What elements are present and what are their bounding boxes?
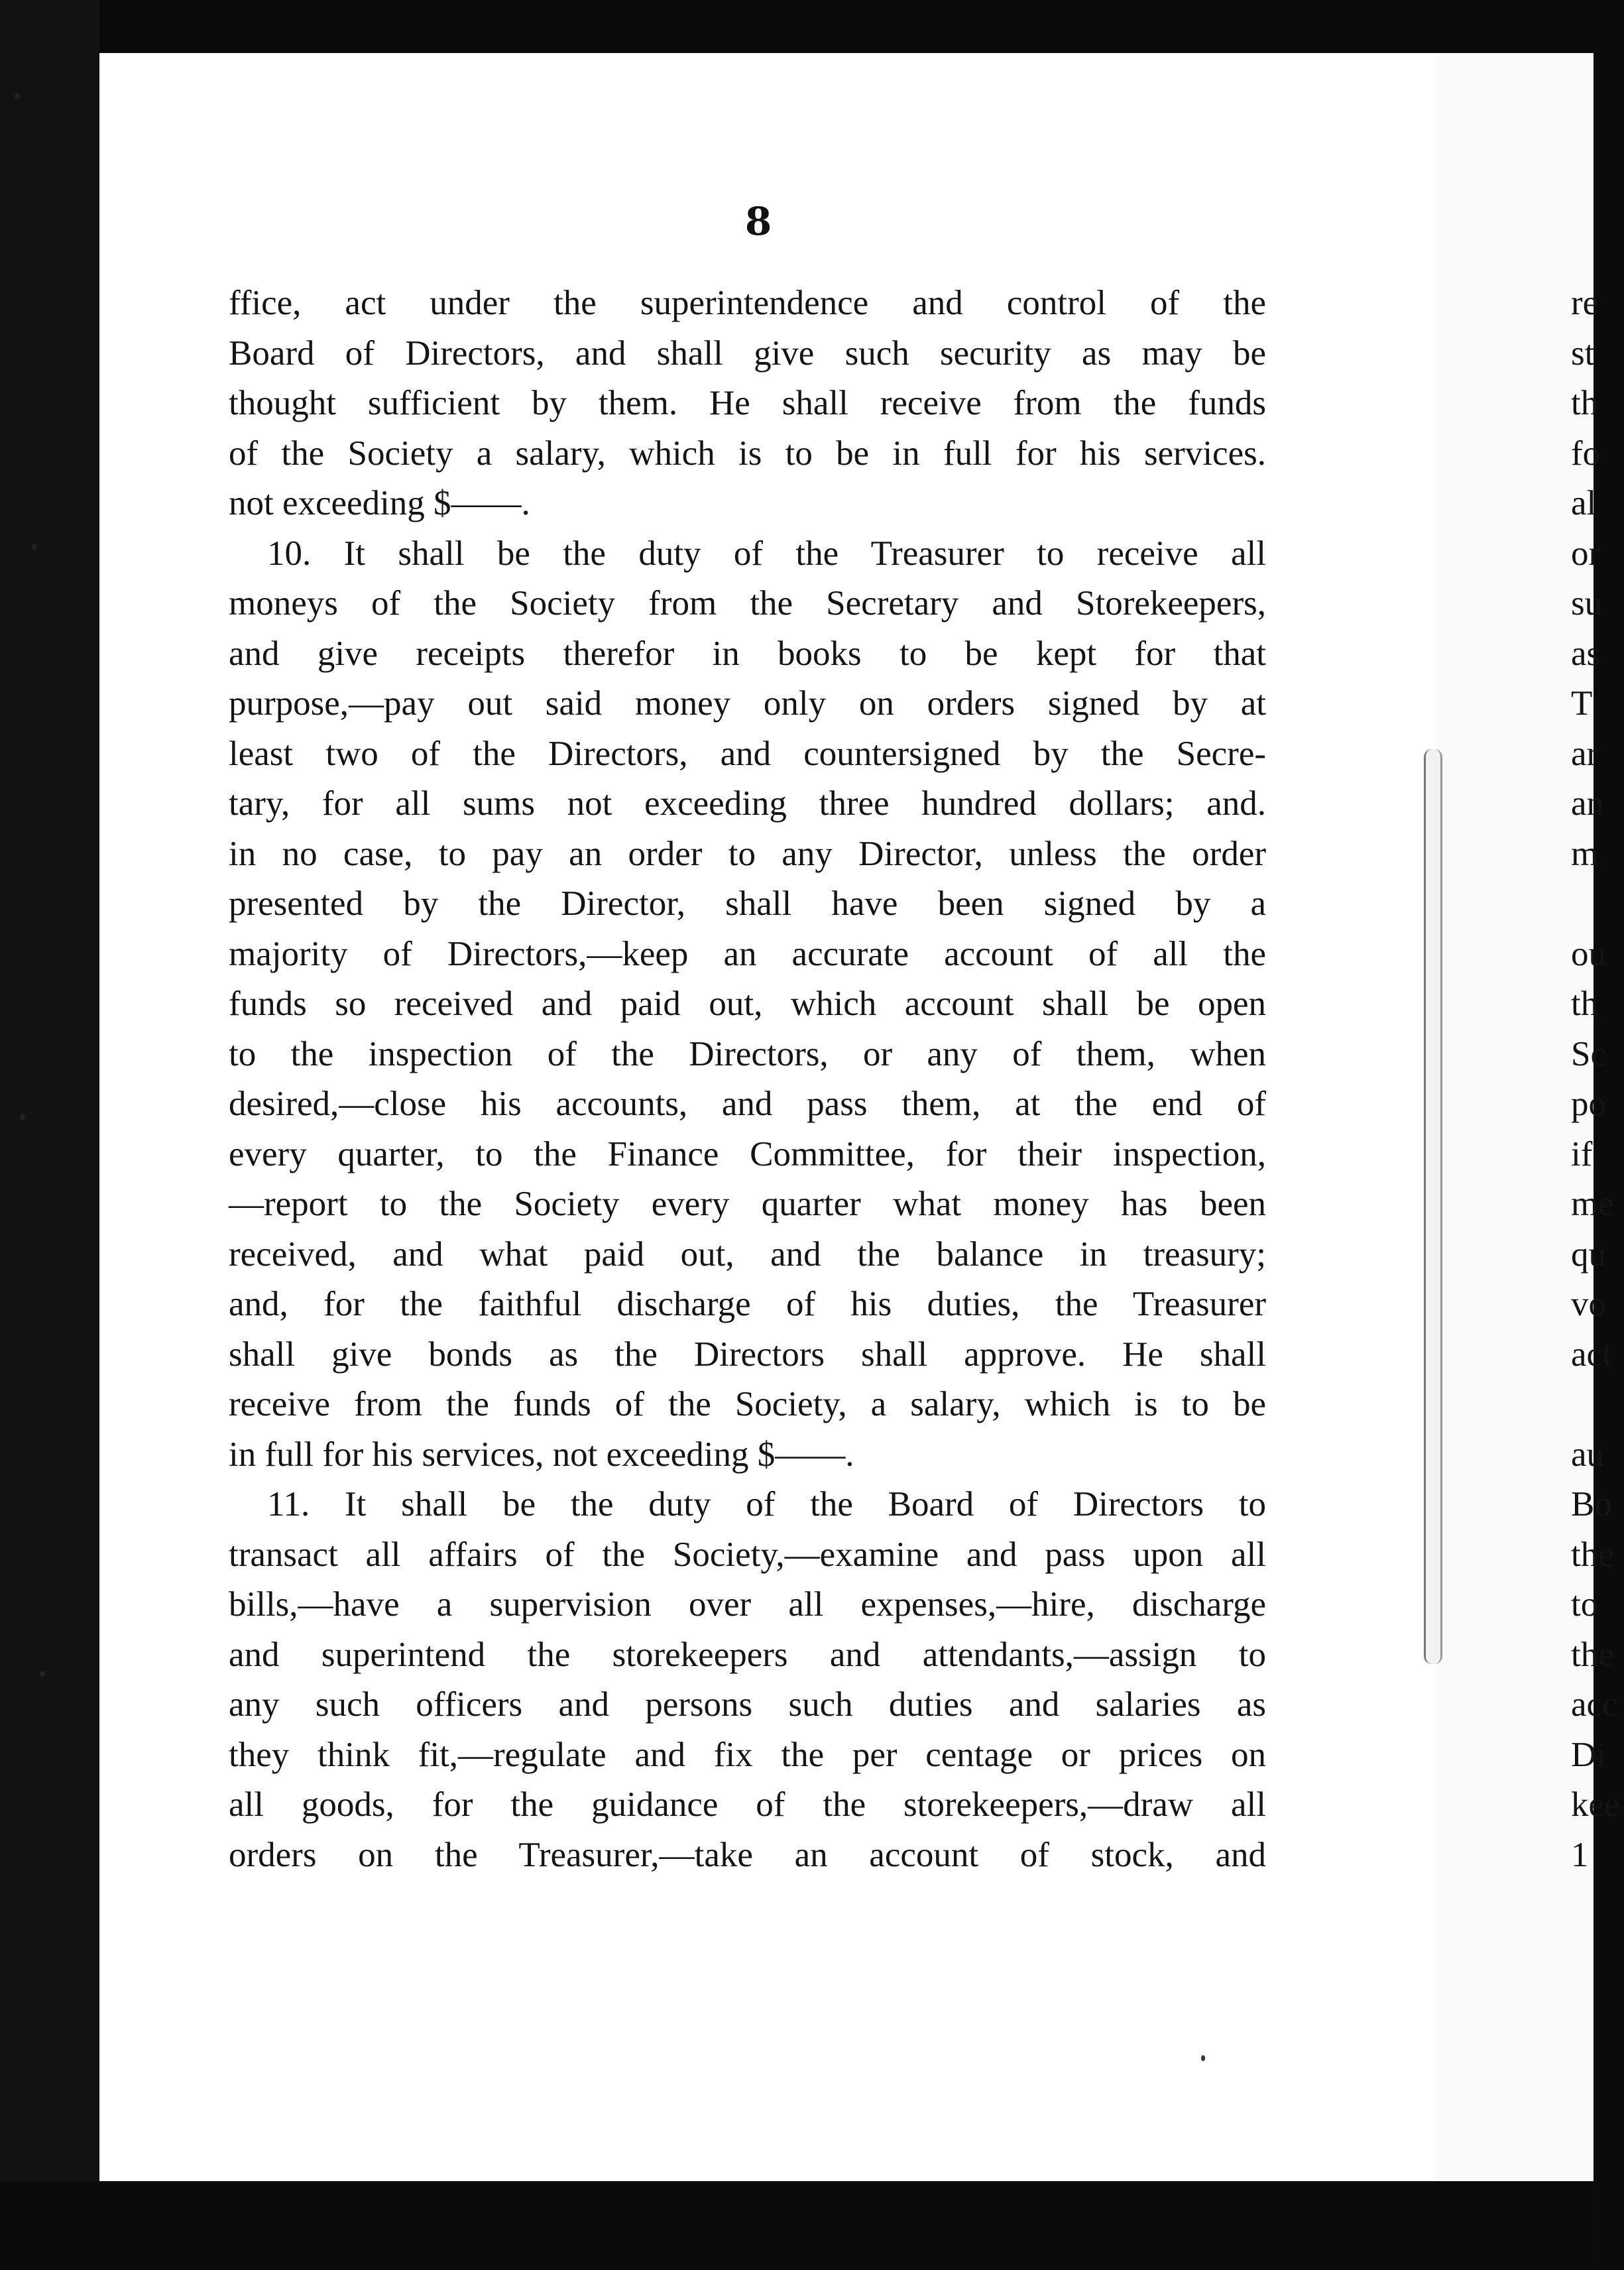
facing-page-fragment: the [1571, 1635, 1614, 1674]
facing-page-fragment: fo [1571, 434, 1601, 473]
text-line: and, for the faithful discharge of his duties, the Treasurer [229, 1285, 1266, 1323]
facing-page-fragment: Bo [1571, 1485, 1612, 1523]
facing-page-fragment: to [1571, 1585, 1599, 1624]
facing-page-fragment: or [1571, 534, 1601, 573]
text-line: presented by the Director, shall have been signed by a [229, 884, 1266, 923]
text-line: in no case, to pay an order to any Director, unless the order [229, 834, 1266, 873]
facing-page-fragment [1571, 879, 1624, 929]
facing-page-fragment [1571, 1380, 1624, 1430]
body-text [229, 278, 1266, 1880]
text-line: they think fit,—regulate and fix the per centage or prices on [229, 1735, 1266, 1774]
text-line: tary, for all sums not exceeding three hundred dollars; and. [229, 784, 1266, 823]
scan-speck [32, 544, 37, 550]
text-line: in full for his services, not exceeding $——. [229, 1435, 854, 1474]
page-number: 8 [744, 199, 772, 244]
facing-page-fragment: kee [1571, 1785, 1620, 1824]
facing-page-fragment: th [1571, 384, 1599, 422]
facing-page-fragment: st [1571, 333, 1595, 373]
facing-page-fragment: ou [1571, 934, 1606, 973]
page-dot-mark [1201, 2055, 1205, 2061]
text-line: all goods, for the guidance of the storekeepers,—draw all [229, 1785, 1266, 1824]
text-line: bills,—have a supervision over all expenses,—hire, discharge [229, 1585, 1266, 1624]
text-line: receive from the funds of the Society, a salary, which is to be [229, 1385, 1266, 1423]
text-line: ffice, act under the superintendence and control of the [229, 284, 1266, 322]
facing-page-fragment: th [1571, 985, 1599, 1023]
text-line: to the inspection of the Directors, or any of them, when [229, 1034, 1266, 1073]
text-line: received, and what paid out, and the balance in treasury; [229, 1234, 1266, 1274]
scan-speck [15, 93, 20, 99]
text-line: purpose,—pay out said money only on orders signed by at [229, 684, 1266, 723]
facing-page-fragment: au [1571, 1435, 1605, 1474]
scan-border-bottom [0, 2181, 1594, 2270]
text-line: shall give bonds as the Directors shall approve. He shall [229, 1335, 1266, 1374]
facing-page-fragment: Sc [1571, 1034, 1606, 1073]
facing-page-fragment: act [1571, 1335, 1612, 1374]
text-line: 10. It shall be the duty of the Treasurer to receive all [267, 534, 1266, 573]
text-line: desired,—close his accounts, and pass them, at the end of [229, 1085, 1266, 1123]
text-line: and superintend the storekeepers and attendants,—assign to [229, 1635, 1266, 1674]
text-line: majority of Directors,—keep an accurate account of all the [229, 934, 1266, 973]
text-line: orders on the Treasurer,—take an account of stock, and [229, 1835, 1266, 1874]
facing-page-fragment: ar [1571, 734, 1599, 773]
text-line: thought sufficient by them. He shall receive from the funds [229, 384, 1266, 422]
scan-speck [40, 1671, 45, 1677]
text-line: 11. It shall be the duty of the Board of Directors to [267, 1485, 1266, 1523]
text-line: any such officers and persons such duties and salaries as [229, 1685, 1266, 1724]
scan-speck [20, 1114, 25, 1120]
facing-page-fragment: me [1571, 1185, 1614, 1223]
facing-page-text-fragments [1571, 278, 1624, 1880]
right-facing-page [1436, 53, 1594, 2181]
text-line: Board of Directors, and shall give such security as may be [229, 333, 1266, 373]
text-line: and give receipts therefor in books to be kept for that [229, 634, 1266, 673]
facing-page-fragment: the [1571, 1535, 1614, 1574]
facing-page-fragment: m [1571, 834, 1599, 873]
text-line: moneys of the Society from the Secretary and Storekeepers, [229, 584, 1266, 623]
text-line: of the Society a salary, which is to be in full for his services. [229, 434, 1266, 473]
facing-page-fragment: T [1571, 684, 1593, 723]
text-line: funds so received and paid out, which account shall be open [229, 985, 1266, 1023]
facing-page-fragment: acc [1571, 1685, 1618, 1724]
facing-page-fragment: qu [1571, 1234, 1606, 1274]
facing-page-fragment: 1 [1571, 1835, 1589, 1874]
text-line: transact all affairs of the Society,—examine and pass upon all [229, 1535, 1266, 1574]
facing-page-fragment: al [1571, 484, 1597, 522]
scan-border-top [0, 0, 1594, 53]
facing-page-fragment: an [1571, 784, 1605, 823]
facing-page-fragment: vo [1571, 1285, 1606, 1323]
text-line: least two of the Directors, and countersigned by the Secre- [229, 734, 1266, 773]
facing-page-fragment: if [1571, 1134, 1593, 1173]
text-line: every quarter, to the Finance Committee, for their inspection, [229, 1134, 1266, 1173]
book-gutter [1424, 749, 1442, 1664]
facing-page-fragment: Di [1571, 1735, 1606, 1774]
scan-border-left [0, 0, 99, 2270]
text-line: not exceeding $——. [229, 484, 530, 522]
text-line: —report to the Society every quarter what money has been [229, 1185, 1266, 1223]
facing-page-fragment: po [1571, 1085, 1606, 1123]
facing-page-fragment: as [1571, 634, 1601, 673]
facing-page-fragment: re [1571, 284, 1599, 322]
facing-page-fragment: su [1571, 584, 1603, 623]
